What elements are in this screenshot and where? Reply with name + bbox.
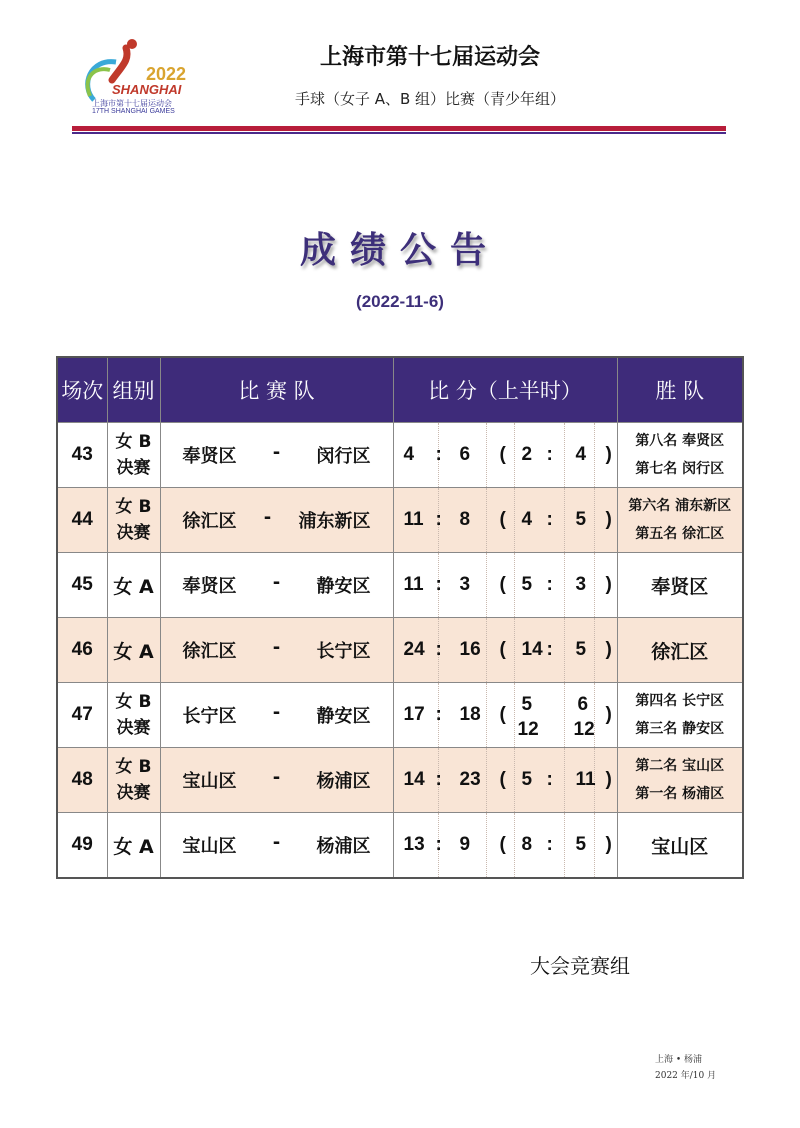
- half-score-1: 14: [521, 639, 543, 660]
- group-line1: 女 B: [115, 497, 152, 517]
- half-colon: :: [546, 639, 553, 660]
- announcement-date: (2022-11-6): [356, 292, 444, 311]
- event-subtitle: 手球（女子 A、B 组）比赛（青少年组）: [294, 90, 566, 108]
- teams-cell: [160, 618, 393, 683]
- winner-cell: [617, 488, 743, 553]
- column-header-score: 比 分（上半时）: [393, 357, 617, 423]
- score-colon: :: [435, 834, 442, 855]
- score-cell: [393, 553, 617, 618]
- half-colon: :: [546, 769, 553, 790]
- half-close-paren: ): [605, 834, 612, 855]
- half-open-paren: (: [499, 834, 506, 855]
- half-close-paren: ): [605, 574, 612, 595]
- teams-cell: [160, 423, 393, 488]
- table-row: [57, 488, 743, 553]
- table-row: [57, 423, 743, 488]
- score-home: 13: [403, 834, 425, 855]
- score-colon: :: [435, 639, 442, 660]
- team-separator: -: [272, 767, 281, 788]
- score-away: 23: [459, 769, 481, 790]
- team-separator: -: [263, 507, 272, 528]
- group-cell: [107, 423, 160, 488]
- winner-cell: [617, 813, 743, 879]
- half-close-paren: ): [605, 444, 612, 465]
- results-table: [56, 356, 744, 879]
- group-cell: [107, 683, 160, 748]
- team-home: 徐汇区: [182, 511, 237, 532]
- half-open-paren: (: [499, 444, 506, 465]
- team-away: 杨浦区: [316, 771, 371, 792]
- team-home: 长宁区: [182, 706, 237, 727]
- score-away: 6: [459, 444, 471, 465]
- score-away: 16: [459, 639, 481, 660]
- teams-cell: [160, 748, 393, 813]
- team-away: 静安区: [316, 706, 371, 727]
- half-close-paren: ): [605, 704, 612, 725]
- team-away: 长宁区: [316, 641, 371, 662]
- half-score-1: 2: [521, 444, 533, 465]
- score-away: 18: [459, 704, 481, 725]
- score-cell: [393, 488, 617, 553]
- match-number: 46: [57, 618, 107, 683]
- winner-rank-2: 第三名 静安区: [635, 721, 725, 737]
- group-line1: 女 A: [113, 640, 154, 663]
- match-number: 48: [57, 748, 107, 813]
- header-divider: [72, 126, 726, 131]
- teams-cell: [160, 553, 393, 618]
- half-score-1: 5: [521, 769, 533, 790]
- score-cell: [393, 423, 617, 488]
- winner-rank-1: 第二名 宝山区: [635, 758, 725, 774]
- team-away: 杨浦区: [316, 836, 371, 857]
- column-header-winner: 胜 队: [617, 357, 743, 423]
- score-away: 9: [459, 834, 471, 855]
- team-separator: -: [272, 832, 281, 853]
- logo-city: SHANGHAI: [112, 82, 182, 97]
- winner-team: 徐汇区: [651, 640, 709, 663]
- score-colon: :: [435, 444, 442, 465]
- score-away: 3: [459, 574, 471, 595]
- team-home: 奉贤区: [182, 446, 237, 467]
- table-row: [57, 553, 743, 618]
- team-home: 宝山区: [182, 771, 237, 792]
- group-line2: 决赛: [116, 718, 151, 738]
- winner-cell: [617, 748, 743, 813]
- logo-en-name: 17TH SHANGHAI GAMES: [92, 108, 175, 115]
- team-separator: -: [272, 637, 281, 658]
- announcement-title: 成绩公告: [299, 230, 500, 271]
- half-score-1: 4: [521, 509, 533, 530]
- half-open-paren: (: [499, 769, 506, 790]
- header-divider-secondary: [72, 132, 726, 134]
- column-header-group: 组别: [107, 357, 160, 423]
- score-home: 17: [403, 704, 425, 725]
- games-logo: [72, 36, 202, 120]
- teams-cell: [160, 683, 393, 748]
- group-line1: 女 A: [113, 575, 154, 598]
- winner-rank-1: 第八名 奉贤区: [635, 433, 725, 449]
- organizer: 大会竞赛组: [530, 954, 630, 978]
- half-score-2b: 12: [573, 719, 595, 741]
- team-home: 徐汇区: [182, 641, 237, 662]
- event-title: 上海市第十七届运动会: [319, 45, 540, 70]
- group-cell: [107, 748, 160, 813]
- winner-cell: [617, 618, 743, 683]
- match-number: 43: [57, 423, 107, 488]
- team-away: 静安区: [316, 576, 371, 597]
- team-away: 浦东新区: [298, 511, 371, 532]
- group-line1: 女 B: [115, 692, 152, 712]
- winner-rank-1: 第四名 长宁区: [635, 693, 725, 709]
- score-home: 14: [403, 769, 425, 790]
- winner-rank-2: 第七名 闵行区: [635, 461, 725, 477]
- winner-rank-2: 第五名 徐汇区: [635, 526, 725, 542]
- column-header-match: 场次: [57, 357, 107, 423]
- group-cell: [107, 618, 160, 683]
- footer-location: 上海 • 杨浦: [655, 1055, 703, 1065]
- half-close-paren: ): [605, 769, 612, 790]
- match-number: 47: [57, 683, 107, 748]
- match-number: 44: [57, 488, 107, 553]
- score-home: 11: [403, 574, 424, 595]
- team-separator: -: [272, 702, 281, 723]
- half-score-2: 11: [575, 769, 596, 790]
- half-colon: :: [546, 834, 553, 855]
- half-score-2: 4: [575, 444, 587, 465]
- half-colon: :: [546, 574, 553, 595]
- team-separator: -: [272, 442, 281, 463]
- half-close-paren: ): [605, 509, 612, 530]
- score-away: 8: [459, 509, 471, 530]
- teams-cell: [160, 813, 393, 879]
- team-separator: -: [272, 572, 281, 593]
- score-cell: [393, 813, 617, 879]
- half-score-2: 5: [575, 639, 587, 660]
- winner-team: 宝山区: [651, 835, 709, 858]
- score-home: 24: [403, 639, 425, 660]
- winner-cell: [617, 423, 743, 488]
- group-cell: [107, 813, 160, 879]
- group-cell: [107, 553, 160, 618]
- half-score-1: 5: [521, 693, 533, 715]
- match-number: 49: [57, 813, 107, 879]
- score-home: 11: [403, 509, 424, 530]
- score-colon: :: [435, 509, 442, 530]
- team-home: 宝山区: [182, 836, 237, 857]
- winner-cell: [617, 683, 743, 748]
- group-line1: 女 B: [115, 757, 152, 777]
- half-close-paren: ): [605, 639, 612, 660]
- score-colon: :: [435, 704, 442, 725]
- team-home: 奉贤区: [182, 576, 237, 597]
- half-score-2: 5: [575, 509, 587, 530]
- half-score-2: 6: [577, 693, 589, 715]
- winner-rank-2: 第一名 杨浦区: [635, 786, 725, 802]
- group-line2: 决赛: [116, 783, 151, 803]
- half-score-1: 8: [521, 834, 533, 855]
- score-colon: :: [435, 769, 442, 790]
- match-number: 45: [57, 553, 107, 618]
- half-open-paren: (: [499, 704, 506, 725]
- half-score-1: 5: [521, 574, 533, 595]
- score-cell: [393, 748, 617, 813]
- table-header-row: [57, 357, 743, 423]
- column-header-teams: 比 赛 队: [160, 357, 393, 423]
- winner-team: 奉贤区: [651, 575, 709, 598]
- logo-year: 2022: [146, 64, 187, 84]
- half-score-1b: 12: [517, 719, 539, 741]
- table-row: [57, 748, 743, 813]
- team-away: 闵行区: [316, 446, 371, 467]
- table-row: [57, 813, 743, 879]
- group-line1: 女 B: [115, 432, 152, 452]
- score-home: 4: [403, 444, 415, 465]
- score-colon: :: [435, 574, 442, 595]
- half-colon: :: [546, 444, 553, 465]
- table-row: [57, 683, 743, 748]
- group-line2: 决赛: [116, 523, 151, 543]
- half-open-paren: (: [499, 574, 506, 595]
- group-cell: [107, 488, 160, 553]
- half-score-2: 5: [575, 834, 587, 855]
- group-line2: 决赛: [116, 458, 151, 478]
- score-cell: [393, 618, 617, 683]
- half-score-2: 3: [575, 574, 587, 595]
- footer-date: 2022 年/10 月: [655, 1071, 717, 1081]
- winner-cell: [617, 553, 743, 618]
- teams-cell: [160, 488, 393, 553]
- half-colon: :: [546, 509, 553, 530]
- winner-rank-1: 第六名 浦东新区: [628, 498, 732, 514]
- score-cell: [393, 683, 617, 748]
- table-row: [57, 618, 743, 683]
- logo-cn-name: 上海市第十七届运动会: [92, 99, 172, 108]
- half-open-paren: (: [499, 639, 506, 660]
- group-line1: 女 A: [113, 835, 154, 858]
- half-open-paren: (: [499, 509, 506, 530]
